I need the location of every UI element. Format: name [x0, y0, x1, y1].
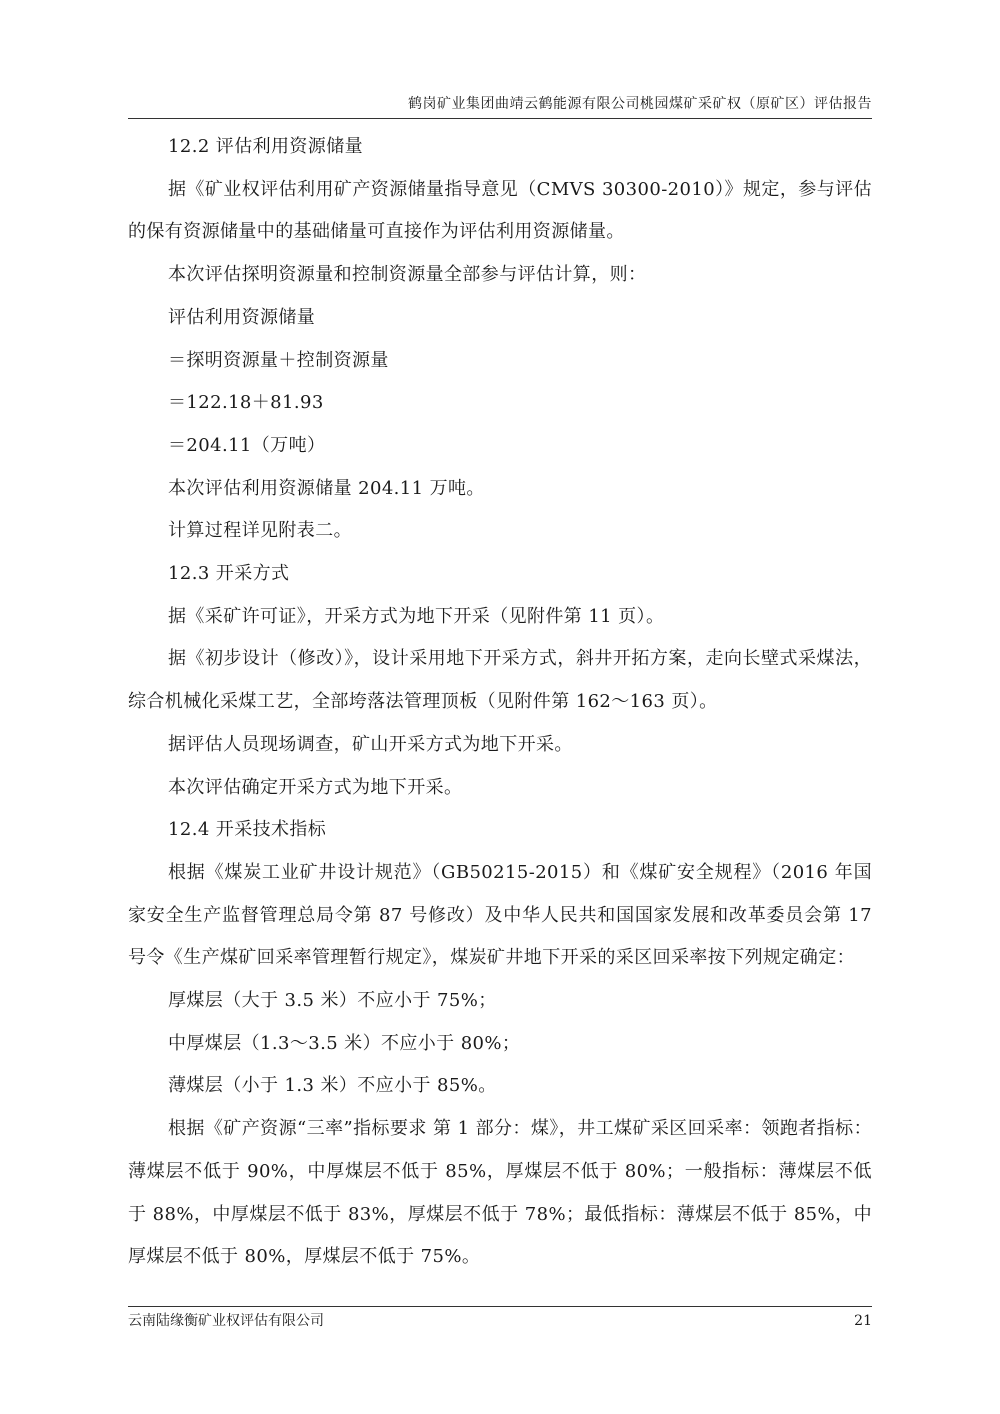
header-divider — [128, 118, 872, 119]
list-item: 中厚煤层（1.3～3.5 米）不应小于 80%； — [168, 1032, 521, 1054]
page-footer — [128, 1311, 872, 1331]
list-item: 厚煤层（大于 3.5 米）不应小于 75%； — [168, 990, 497, 1012]
formula-line: ＝探明资源量＋控制资源量 — [168, 349, 389, 371]
list-item: 薄煤层（小于 1.3 米）不应小于 85%。 — [168, 1075, 497, 1097]
report-body — [128, 126, 872, 1279]
formula-line: 评估利用资源储量 — [168, 306, 316, 328]
formula-line: ＝204.11（万吨） — [168, 434, 326, 456]
paragraph: 根据《矿产资源“三率”指标要求 第 1 部分：煤》，井工煤矿采区回采率：领跑者指标：薄煤层不低于 90%，中厚煤层不低于 85%，厚煤层不低于 80%；一般指标：薄煤层不低于 88%，中厚煤层不低于 83%，厚煤层不低于 78%；最低指标：薄煤层不低于 85%，中厚煤层不低于 80%，厚煤层不低于 75%。 — [128, 1118, 872, 1268]
paragraph: 根据《煤炭工业矿井设计规范》（GB50215-2015）和《煤矿安全规程》（2016 年国家安全生产监督管理总局令第 87 号修改）及中华人民共和国国家发展和改革委员会第 17 号令《生产煤矿回采率管理暂行规定》，煤炭矿井地下开采的采区回采率按下列规定确定： — [128, 861, 872, 969]
paragraph: 本次评估确定开采方式为地下开采。 — [168, 776, 463, 798]
paragraph: 本次评估探明资源量和控制资源量全部参与评估计算，则： — [168, 264, 647, 286]
page-header: 鹤岗矿业集团曲靖云鹤能源有限公司桃园煤矿采矿权（原矿区）评估报告 — [408, 96, 872, 112]
paragraph: 据《初步设计（修改）》，设计采用地下开采方式，斜井开拓方案，走向长壁式采煤法，综合机械化采煤工艺，全部垮落法管理顶板（见附件第 162～163 页）。 — [128, 648, 872, 713]
footer-divider — [128, 1306, 872, 1307]
paragraph: 计算过程详见附表二。 — [168, 520, 352, 542]
page-number: 21 — [854, 1313, 872, 1329]
paragraph: 据评估人员现场调查，矿山开采方式为地下开采。 — [168, 733, 573, 755]
section-heading-12-2: 12.2 评估利用资源储量 — [168, 136, 363, 157]
section-heading-12-3: 12.3 开采方式 — [168, 563, 290, 585]
footer-company: 云南陆缘衡矿业权评估有限公司 — [128, 1313, 324, 1329]
paragraph: 据《矿业权评估利用矿产资源储量指导意见（CMVS 30300-2010）》规定，参与评估的保有资源储量中的基础储量可直接作为评估利用资源储量。 — [128, 178, 872, 243]
formula-line: ＝122.18＋81.93 — [168, 392, 324, 414]
paragraph: 据《采矿许可证》，开采方式为地下开采（见附件第 11 页）。 — [168, 605, 665, 627]
paragraph: 本次评估利用资源储量 204.11 万吨。 — [168, 477, 485, 499]
section-heading-12-4: 12.4 开采技术指标 — [168, 819, 327, 841]
